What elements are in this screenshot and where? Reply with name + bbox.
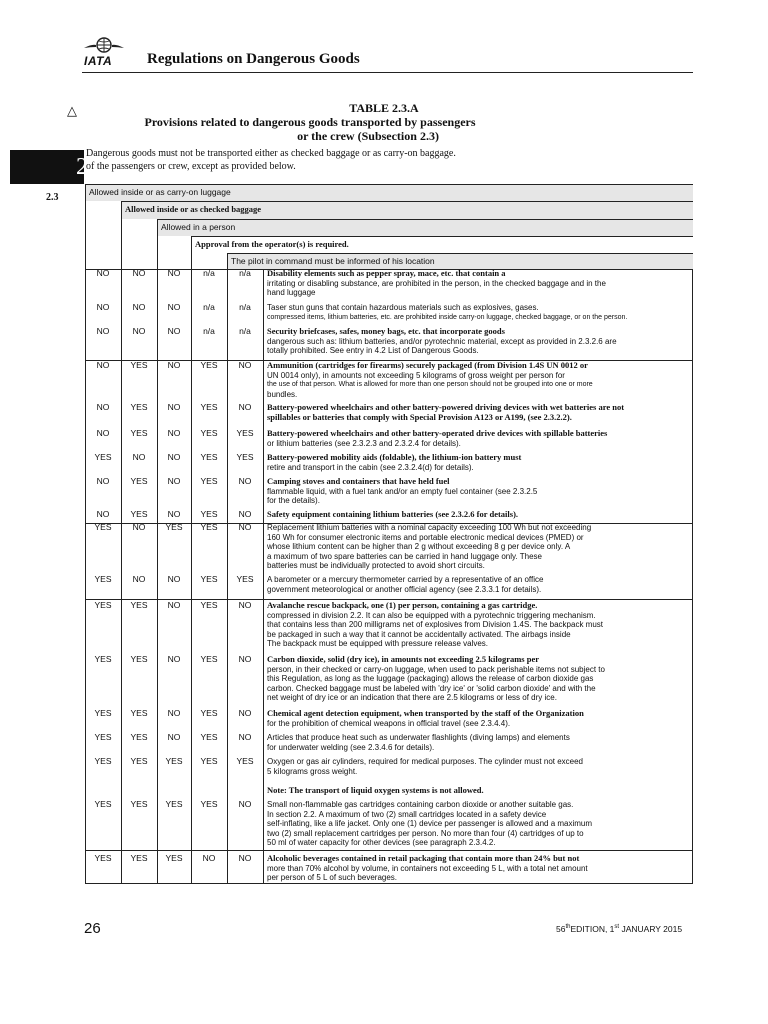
description-line: Safety equipment containing lithium batteries (see 2.3.2.6 for details). [267,509,519,519]
table-cell-flag: YES [200,574,218,584]
description-line: the use of that person. What is allowed for more than one person should not be grouped into one or more [267,381,593,389]
table-cell-flag: YES [236,756,254,766]
table-cell-flag: YES [130,600,148,610]
description-line: Disability elements such as pepper spray, mace, etc. that contain a [267,268,506,278]
table-cell-flag: YES [94,853,112,863]
table-cell-flag: YES [130,402,148,412]
page-number: 26 [84,920,101,937]
description-line: irritating or disabling substance, are prohibited in the person, in the checked baggage and in the [267,278,606,288]
table-cell-flag: NO [238,476,252,486]
table-cell-description [267,733,691,752]
table-cell-flag: NO [238,522,252,532]
table-cell-description [267,523,691,571]
column-header-approval [191,236,693,253]
table-cell-flag: NO [167,600,181,610]
edition-label [556,924,682,934]
table-cell-flag: NO [132,522,146,532]
description-line: compressed in division 2.2. It can also be equipped with a pyrotechnic triggering mechanism. [267,610,596,620]
table-cell-flag: NO [96,326,110,336]
table-title-line-1: Provisions related to dangerous goods transported by passengers [144,115,476,129]
table-cell-description [267,403,691,422]
description-line: hand luggage [267,288,316,298]
table-cell-flag: YES [130,799,148,809]
column-divider [263,269,264,883]
iata-logo-text: IATA [84,54,113,68]
table-cell-description [267,854,691,883]
description-line: Taser stun guns that contain hazardous materials such as explosives, gases. [267,303,539,312]
table-cell-flag: YES [200,799,218,809]
table-cell-flag: NO [96,268,110,278]
table-cell-flag: YES [94,654,112,664]
table-cell-description [267,429,691,448]
column-header-carry-on-label: Allowed inside or as carry-on luggage [89,187,231,197]
table-cell-flag: YES [130,509,148,519]
table-cell-flag: YES [94,708,112,718]
table-cell-flag: NO [167,326,181,336]
description-line: 160 Wh for consumer electronic items and portable electronic medical devices (PMED) or [267,532,584,542]
table-cell-flag: YES [200,708,218,718]
table-cell-description [267,327,691,356]
table-cell-flag: NO [96,509,110,519]
description-line: batteries must be individually protected to avoid short circuits. [267,561,485,571]
chapter-number: 2 [76,154,88,180]
table-cell-flag: n/a [203,326,215,336]
table-cell-flag: NO [96,402,110,412]
table-cell-flag: YES [130,476,148,486]
description-line: Ammunition (cartridges for firearms) securely packaged (from Division 1.4S UN 0012 or [267,360,588,370]
table-cell-flag: YES [236,574,254,584]
column-header-pilot [227,253,693,269]
chapter-tab [10,150,88,184]
table-cell-flag: NO [167,476,181,486]
description-line: whose lithium content can be higher than 2 g without exceeding 8 g per device only. A [267,542,571,552]
description-line: government meteorological or another official agency (see 2.3.3.1 for details). [267,584,542,594]
table-cell-flag: YES [165,522,183,532]
header-title: Regulations on Dangerous Goods [147,51,360,67]
table-cell-flag: NO [238,654,252,664]
table-cell-description [267,453,691,472]
description-line: Battery-powered wheelchairs and other battery-operated drive devices with spillable batteries [267,428,608,438]
table-cell-flag: YES [94,756,112,766]
table-cell-flag: YES [165,799,183,809]
column-header-person [157,219,693,236]
description-line: Note: The transport of liquid oxygen systems is not allowed. [267,784,484,795]
table-cell-flag: YES [200,756,218,766]
table-cell-flag: YES [94,600,112,610]
column-divider [157,219,158,883]
table-cell-flag: NO [132,302,146,312]
description-line: Alcoholic beverages contained in retail packaging that contain more than 24% but not [267,853,580,863]
description-line: flammable liquid, with a fuel tank and/or an empty fuel container (see 2.3.2.5 [267,486,538,496]
column-divider [227,253,228,883]
description-line: The backpack must be equipped with pressure release valves. [267,639,489,649]
description-line: carbon. Checked baggage must be labeled with 'dry ice' or 'solid carbon dioxide' and with the [267,683,596,693]
table-cell-flag: NO [238,402,252,412]
table-cell-flag: YES [130,756,148,766]
table-cell-flag: YES [200,522,218,532]
table-cell-flag: NO [238,509,252,519]
table-cell-flag: YES [200,402,218,412]
description-line: Replacement lithium batteries with a nominal capacity exceeding 100 Wh but not exceeding [267,523,592,532]
table-cell-flag: NO [167,452,181,462]
table-cell-flag: n/a [203,302,215,312]
table-cell-flag: NO [132,268,146,278]
table-cell-flag: NO [202,853,216,863]
description-line: person, in their checked or carry-on luggage, when used to pack perishable items not subject to [267,664,605,674]
table-cell-flag: NO [167,360,181,370]
intro-line-2: of the passengers or crew, except as provided below. [86,161,296,172]
table-cell-flag: YES [94,522,112,532]
table-cell-flag: NO [238,732,252,742]
table-cell-flag: NO [96,302,110,312]
table-cell-flag: NO [167,509,181,519]
column-header-pilot-label: The pilot in command must be informed of his location [231,256,435,266]
table-cell-flag: YES [130,708,148,718]
table-cell-flag: YES [130,654,148,664]
table-cell-flag: NO [167,654,181,664]
edition-number: 56 [556,924,566,934]
description-line: more than 70% alcohol by volume, in containers not exceeding 5 L, with a total net amount [267,863,588,873]
table-cell-flag: YES [130,732,148,742]
description-line: Avalanche rescue backpack, one (1) per person, containing a gas cartridge. [267,600,538,610]
table-cell-flag: n/a [203,268,215,278]
table-cell-flag: NO [96,428,110,438]
table-cell-description [267,269,691,298]
table-cell-flag: NO [167,428,181,438]
edition-suffix: th [565,924,571,931]
description-line: a maximum of two spare batteries can be carried in hand luggage only. These [267,551,542,561]
table-cell-flag: NO [132,452,146,462]
table-title-line-2: or the crew (Subsection 2.3) [297,129,439,143]
table-cell-flag: NO [167,574,181,584]
section-marker: 2.3 [46,192,59,203]
table-cell-description [267,575,691,594]
description-line: or lithium batteries (see 2.3.2.3 and 2.3.2.4 for details). [267,438,461,448]
table-cell-flag: NO [167,708,181,718]
table-cell-flag: YES [130,853,148,863]
table-cell-description [267,709,691,728]
table-cell-description [267,800,691,848]
description-line: totally prohibited. See entry in 4.2 List of Dangerous Goods. [267,346,479,356]
description-line: Camping stoves and containers that have held fuel [267,476,450,486]
date-suffix: st [614,924,620,931]
description-line: for the details). [267,496,320,506]
table-cell-flag: YES [200,428,218,438]
table-cell-flag: n/a [239,268,251,278]
table-number: TABLE 2.3.A [349,101,419,115]
table-cell-flag: NO [238,600,252,610]
table-cell-flag: n/a [239,326,251,336]
table-cell-description [267,510,691,520]
description-line: Battery-powered mobility aids (foldable), the lithium-ion battery must [267,452,522,462]
table-cell-flag: YES [200,476,218,486]
table-cell-flag: NO [132,326,146,336]
table-cell-flag: NO [238,708,252,718]
row-divider [86,850,692,851]
table-cell-flag: YES [236,428,254,438]
table-cell-flag: YES [200,360,218,370]
description-line: In section 2.2. A maximum of two (2) small cartridges located in a safety device [267,809,547,819]
table-cell-description [267,757,691,795]
edition-text: EDITION, 1 [570,924,615,934]
description-line: Carbon dioxide, solid (dry ice), in amounts not exceeding 2.5 kilograms per [267,654,540,664]
description-line: 5 kilograms gross weight. [267,766,358,776]
edition-date: JANUARY 2015 [619,924,683,934]
table-cell-flag: YES [94,732,112,742]
description-line: that contains less than 200 milligrams net of explosives from Division 1.4S. The backpack must [267,620,604,630]
table-cell-description [267,601,691,649]
description-line: Battery-powered wheelchairs and other battery-powered driving devices with wet batteries are not [267,402,625,412]
table-cell-flag: YES [236,452,254,462]
table-cell-flag: YES [200,509,218,519]
description-line: net weight of dry ice or an indication that there are 2.5 kilograms or less of dry ice. [267,693,557,703]
description-line: spillables or batteries that comply with Special Provision A123 or A199, (see 2.3.2.2). [267,411,572,422]
description-line: bundles. [267,389,298,399]
description-line: self-inflating, like a life jacket. Only one (1) device per passenger is allowed and a maximum [267,819,593,829]
intro-line-1: Dangerous goods must not be transported either as checked baggage or as carry-on baggage. [86,148,456,159]
table-cell-flag: YES [94,799,112,809]
table-cell-description [267,655,691,703]
description-line: for the prohibition of chemical weapons in official travel (see 2.3.4.4). [267,718,511,728]
table-cell-flag: YES [200,654,218,664]
header-rule [82,72,693,73]
description-line: this Regulation, as long as the luggage (packaging) allows the release of carbon dioxide gas [267,674,594,684]
column-header-checked-label: Allowed inside or as checked baggage [125,204,262,214]
table-cell-flag: NO [238,853,252,863]
table-cell-flag: YES [94,452,112,462]
table-cell-flag: NO [96,476,110,486]
column-header-approval-label: Approval from the operator(s) is required. [195,239,349,249]
table-cell-flag: NO [167,302,181,312]
column-header-checked [121,201,693,219]
description-line: be packaged in such a way that it cannot be accidentally activated. The airbags inside [267,629,571,639]
table-cell-flag: NO [167,402,181,412]
table-cell-description [267,477,691,506]
table-cell-flag: YES [200,732,218,742]
table-cell-flag: YES [165,756,183,766]
table-cell-description [267,361,691,399]
table-cell-flag: NO [167,732,181,742]
column-header-carry-on [85,184,693,201]
description-line: Articles that produce heat such as underwater flashlights (diving lamps) and elements [267,733,570,742]
change-triangle-icon: △ [67,103,77,118]
table-cell-flag: NO [96,360,110,370]
table-cell-flag: NO [238,360,252,370]
table-cell-flag: YES [130,428,148,438]
description-line: for underwater welding (see 2.3.4.6 for details). [267,742,435,752]
description-line: two (2) small replacement cartridges per person. No more than four (4) cartridges of up to [267,828,584,838]
description-line: 50 ml of water capacity for other devices (see paragraph 2.3.4.2. [267,838,496,848]
description-line: A barometer or a mercury thermometer carried by a representative of an office [267,575,544,584]
table-cell-flag: NO [238,799,252,809]
description-line: per person of 5 L of such beverages. [267,873,398,883]
description-line: dangerous such as: lithium batteries, and/or pyrotechnic material, except as provided in 2.3.2.6 are [267,336,617,346]
table-cell-flag: NO [132,574,146,584]
table-cell-flag: YES [130,360,148,370]
description-line: UN 0014 only), in amounts not exceeding 5 kilograms of gross weight per person for [267,370,565,380]
table-cell-flag: YES [200,600,218,610]
table-cell-flag: YES [165,853,183,863]
table-cell-description [267,303,691,322]
table-cell-flag: YES [94,574,112,584]
description-line: Security briefcases, safes, money bags, etc. that incorporate goods [267,326,505,336]
description-line: Small non-flammable gas cartridges containing carbon dioxide or another suitable gas. [267,800,574,809]
column-header-person-label: Allowed in a person [161,222,236,232]
description-line: Chemical agent detection equipment, when transported by the staff of the Organization [267,708,584,718]
table-cell-flag: n/a [239,302,251,312]
description-line: retire and transport in the cabin (see 2.3.2.4(d) for details). [267,462,474,472]
table-cell-flag: NO [167,268,181,278]
description-line: Oxygen or gas air cylinders, required for medical purposes. The cylinder must not exceed [267,757,584,766]
description-line: compressed items, lithium batteries, etc. are prohibited inside carry-on luggage, checked baggage, or on the person. [267,313,628,321]
table-cell-flag: YES [200,452,218,462]
